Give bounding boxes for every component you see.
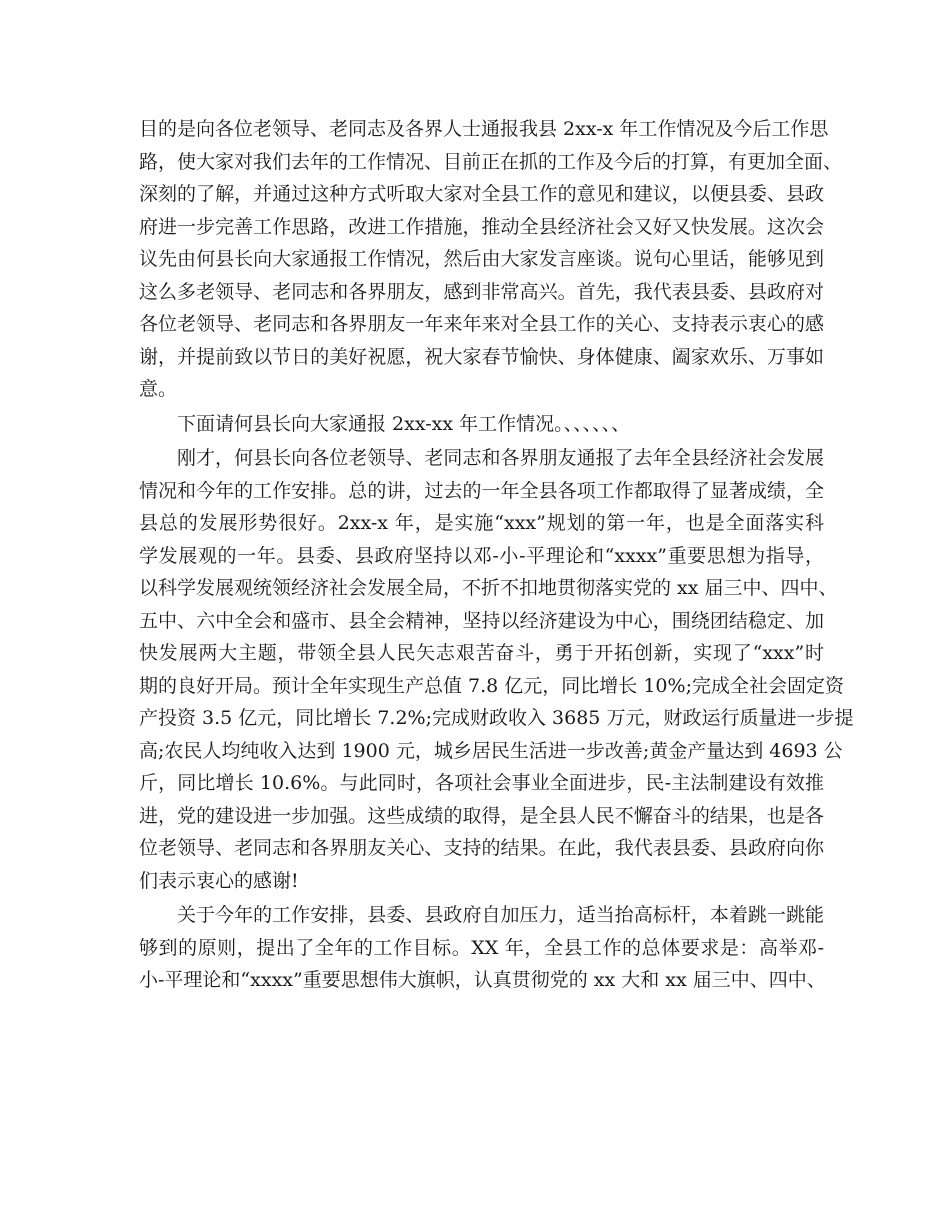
text-line: 关于今年的工作安排，县委、县政府自加压力，适当抬高标杆，本着跳一跳能 (177, 904, 824, 926)
paragraph (139, 113, 843, 406)
text-line: 意。 (139, 378, 178, 400)
text-line: 情况和今年的工作安排。总的讲，过去的一年全县各项工作都取得了显著成绩，全 (139, 479, 824, 502)
text-line: 以科学发展观统领经济社会发展全局，不折不扣地贯彻落实党的 xx 届三中、四中、 (139, 577, 838, 599)
text-line: 位老领导、老同志和各界朋友关心、支持的结果。在此，我代表县委、县政府向你 (139, 837, 824, 859)
text-line: 府进一步完善工作思路，改进工作措施，推动全县经济社会又好又快发展。这次会 (139, 215, 824, 238)
text-line: 期的良好开局。预计全年实现生产总值 7.8 亿元，同比增长 10%;完成全社会固定资 (139, 674, 844, 697)
paragraph (139, 408, 824, 441)
text-line: 学发展观的一年。县委、县政府坚持以邓-小-平理论和“xxxx”重要思想为指导， (139, 544, 824, 567)
text-line: 斤，同比增长 10.6%。与此同时，各项社会事业全面进步，民-主法制建设有效推 (139, 772, 824, 794)
text-line: 产投资 3.5 亿元，同比增长 7.2%;完成财政收入 3685 万元，财政运行质量进一步提 (139, 707, 854, 729)
text-line: 这么多老领导、老同志和各界朋友，感到非常高兴。首先，我代表县委、县政府对 (139, 280, 824, 303)
text-line: 小-平理论和“xxxx”重要思想伟大旗帜，认真贯彻党的 xx 大和 xx 届三中、四中、 (139, 969, 826, 991)
text-line: 们表示衷心的感谢! (139, 869, 299, 892)
text-line: 五中、六中全会和盛市、县全会精神，坚持以经济建设为中心，围绕团结稳定、加 (139, 609, 824, 632)
text-line: 够到的原则，提出了全年的工作目标。XX 年，全县工作的总体要求是：高举邓- (139, 936, 824, 959)
text-line: 路，使大家对我们去年的工作情况、目前正在抓的工作及今后的打算，有更加全面、 (139, 150, 843, 173)
text-line: 议先由何县长向大家通报工作情况，然后由大家发言座谈。说句心里话，能够见到 (139, 248, 824, 270)
text-line: 各位老领导、老同志和各界朋友一年来年来对全县工作的关心、支持表示衷心的感 (139, 313, 824, 335)
paragraph (139, 442, 854, 897)
text-line: 目的是向各位老领导、老同志及各界人士通报我县 2xx-x 年工作情况及今后工作思 (139, 118, 829, 140)
text-line: 高;农民人均纯收入达到 1900 元，城乡居民生活进一步改善;黄金产量达到 4693 公 (139, 739, 843, 762)
text-line: 深刻的了解，并通过这种方式听取大家对全县工作的意见和建议，以便县委、县政 (139, 183, 824, 205)
text-line: 县总的发展形势很好。2xx-x 年，是实施“xxx”规划的第一年，也是全面落实科 (139, 512, 824, 534)
text-line: 进，党的建设进一步加强。这些成绩的取得，是全县人民不懈奋斗的结果，也是各 (139, 804, 824, 827)
text-line: 快发展两大主题，带领全县人民矢志艰苦奋斗，勇于开拓创新，实现了“xxx”时 (139, 642, 824, 664)
paragraph (139, 899, 824, 997)
document-body (139, 113, 854, 997)
text-line: 下面请何县长向大家通报 2xx-xx 年工作情况。、、、、、、 (177, 412, 631, 435)
text-line: 刚才，何县长向各位老领导、老同志和各界朋友通报了去年全县经济社会发展 (177, 447, 824, 469)
text-line: 谢，并提前致以节日的美好祝愿，祝大家春节愉快、身体健康、阖家欢乐、万事如 (139, 345, 824, 368)
